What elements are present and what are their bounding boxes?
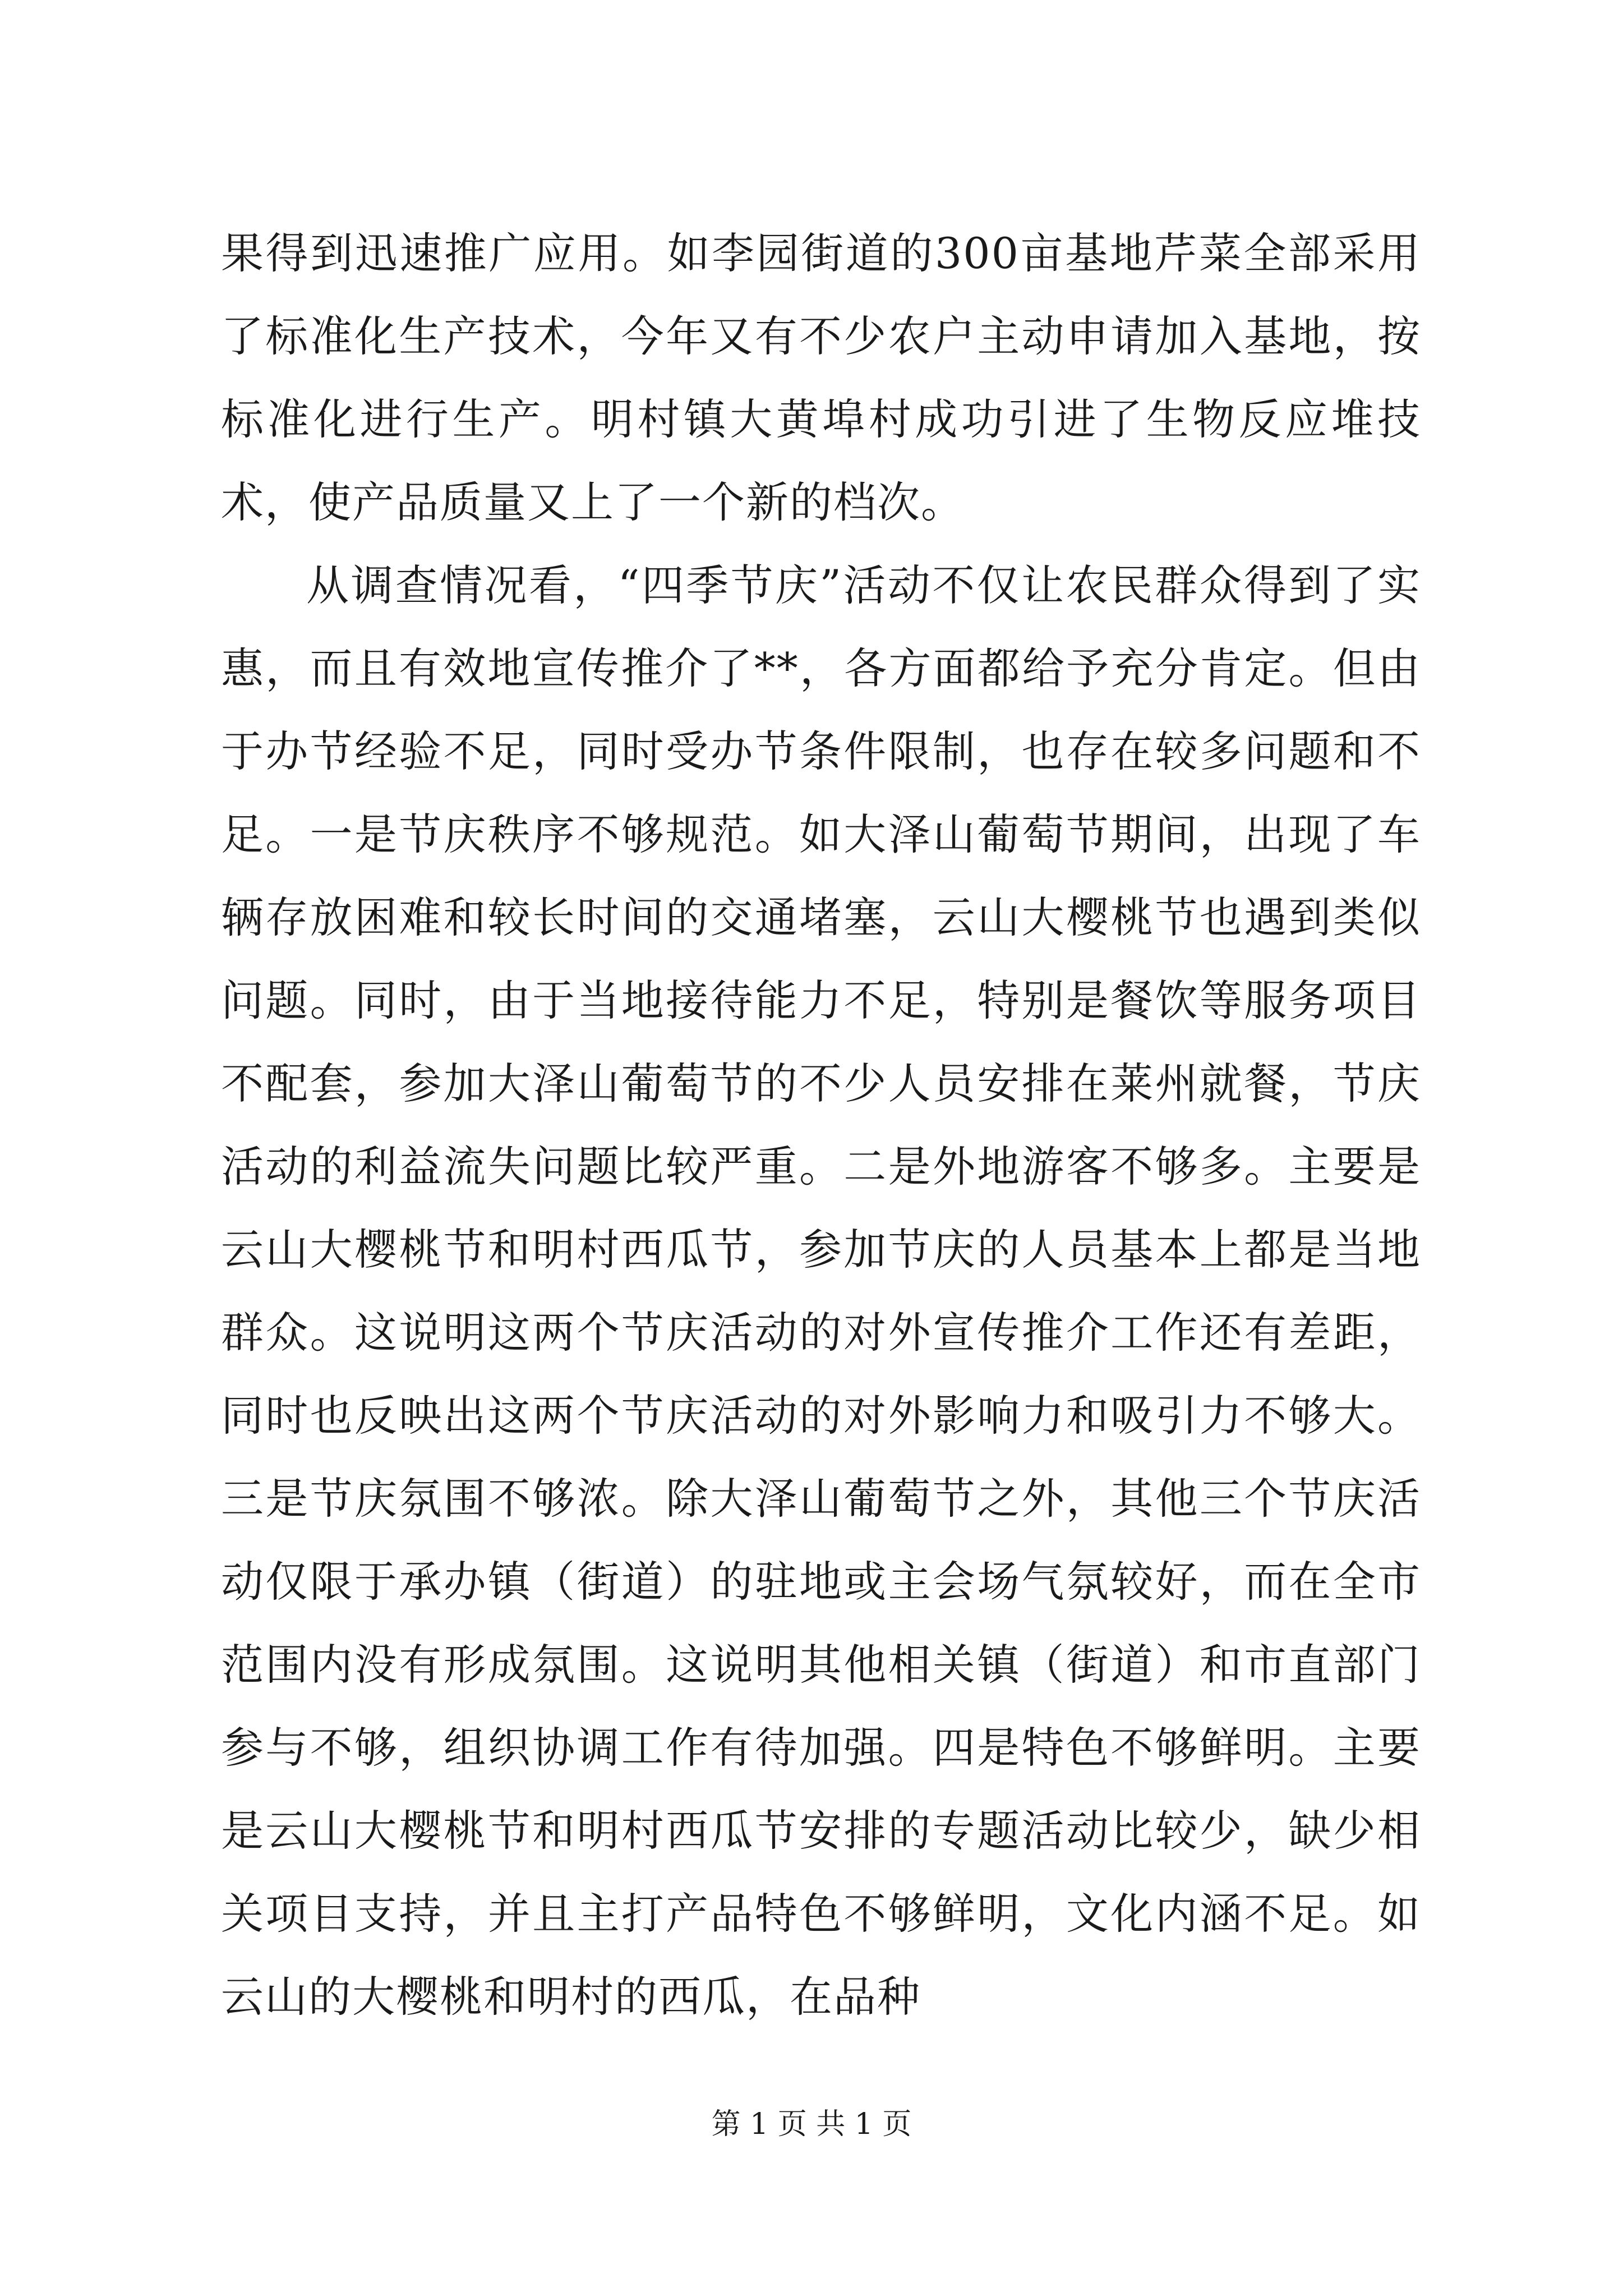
page-number-footer: 第 1 页 共 1 页 — [711, 2108, 912, 2141]
paragraph-continued: 果得到迅速推广应用。如李园街道的300亩基地芹菜全部采用了标准化生产技术，今年又有不少农户主动申请加入基地，按标准化进行生产。明村镇大黄埠村成功引进了生物反应堆技术，使产品质量又上了一个新的档次。 — [221, 228, 1421, 527]
paragraph-survey-findings: 从调查情况看，“四季节庆”活动不仅让农民群众得到了实惠，而且有效地宣传推介了**，各方面都给予充分肯定。但由于办节经验不足，同时受办节条件限制，也存在较多问题和不足。一是节庆秩序不够规范。如大泽山葡萄节期间，出现了车辆存放困难和较长时间的交通堵塞，云山大樱桃节也遇到类似问题。同时，由于当地接待能力不足，特别是餐饮等服务项目不配套，参加大泽山葡萄节的不少人员安排在莱州就餐，节庆活动的利益流失问题比较严重。二是外地游客不够多。主要是云山大樱桃节和明村西瓜节，参加节庆的人员基本上都是当地群众。这说明这两个节庆活动的对外宣传推介工作还有差距，同时也反映出这两个节庆活动的对外影响力和吸引力不够大。三是节庆氛围不够浓。除大泽山葡萄节之外，其他三个节庆活动仅限于承办镇（街道）的驻地或主会场气氛较好，而在全市范围内没有形成氛围。这说明其他相关镇（街道）和市直部门参与不够，组织协调工作有待加强。四是特色不够鲜明。主要是云山大樱桃节和明村西瓜节安排的专题活动比较少，缺少相关项目支持，并且主打产品特色不够鲜明，文化内涵不足。如云山的大樱桃和明村的西瓜，在品种 — [221, 560, 1421, 2022]
document-body — [221, 212, 1421, 2039]
